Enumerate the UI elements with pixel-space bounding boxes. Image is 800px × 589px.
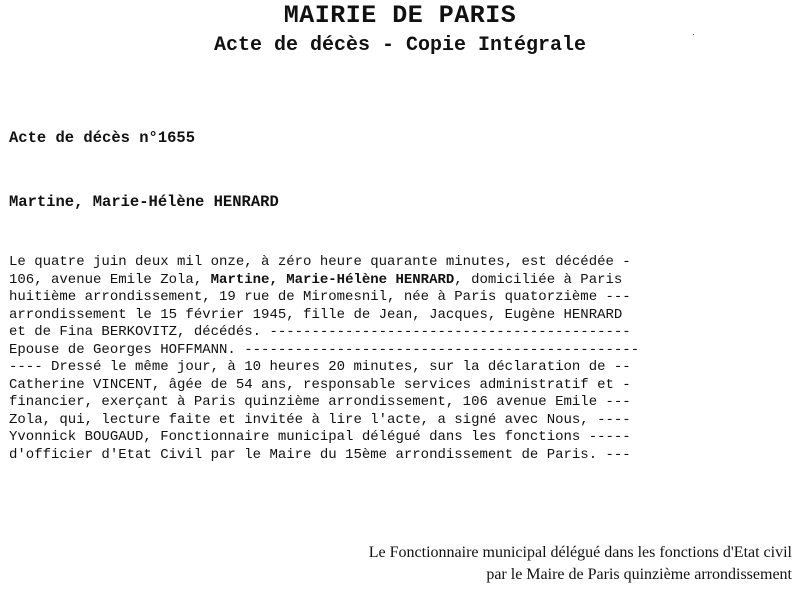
body-line: Catherine VINCENT, âgée de 54 ans, responsable services administratif et - <box>9 376 631 393</box>
bold-name: Martine, Marie-Hélène HENRARD <box>210 271 455 288</box>
certificate-body <box>9 254 709 464</box>
signature-line-1: Le Fonctionnaire municipal délégué dans les fonctions d'Etat civil <box>368 544 792 561</box>
body-line: Zola, qui, lecture faite et invitée à lire l'acte, a signé avec Nous, ---- <box>9 411 631 428</box>
body-line: financier, exerçant à Paris quinzième arrondissement, 106 avenue Emile --- <box>9 394 631 410</box>
signature-block <box>369 542 792 586</box>
page-subtitle: Acte de décès - Copie Intégrale <box>213 34 587 57</box>
scan-speck <box>693 34 694 35</box>
body-line: Le quatre juin deux mil onze, à zéro heure quarante minutes, est décédée - <box>9 254 631 270</box>
body-line: arrondissement le 15 février 1945, fille de Jean, Jacques, Eugène HENRARD <box>9 306 623 323</box>
body-line: et de Fina BERKOVITZ, décédés. ------------------------------------------- <box>9 324 631 340</box>
body-line: Epouse de Georges HOFFMANN. ----------------------------------------------- <box>9 341 640 358</box>
body-line: huitième arrondissement, 19 rue de Miromesnil, née à Paris quatorzième --- <box>9 289 631 305</box>
body-line: Yvonnick BOUGAUD, Fonctionnaire municipal délégué dans les fonctions ----- <box>9 429 631 445</box>
acte-number: Acte de décès n°1655 <box>9 129 196 147</box>
signature-line-2: par le Maire de Paris quinzième arrondissement <box>486 566 792 583</box>
body-line: 106, avenue Emile Zola, Martine, Marie-Hélène HENRARD, domiciliée à Paris <box>9 271 623 288</box>
deceased-name: Martine, Marie-Hélène HENRARD <box>9 193 279 211</box>
page-title: MAIRIE DE PARIS <box>283 1 517 30</box>
body-line: ---- Dressé le même jour, à 10 heures 20 minutes, sur la déclaration de -- <box>9 359 631 375</box>
body-line: d'officier d'Etat Civil par le Maire du 15ème arrondissement de Paris. --- <box>9 446 631 463</box>
